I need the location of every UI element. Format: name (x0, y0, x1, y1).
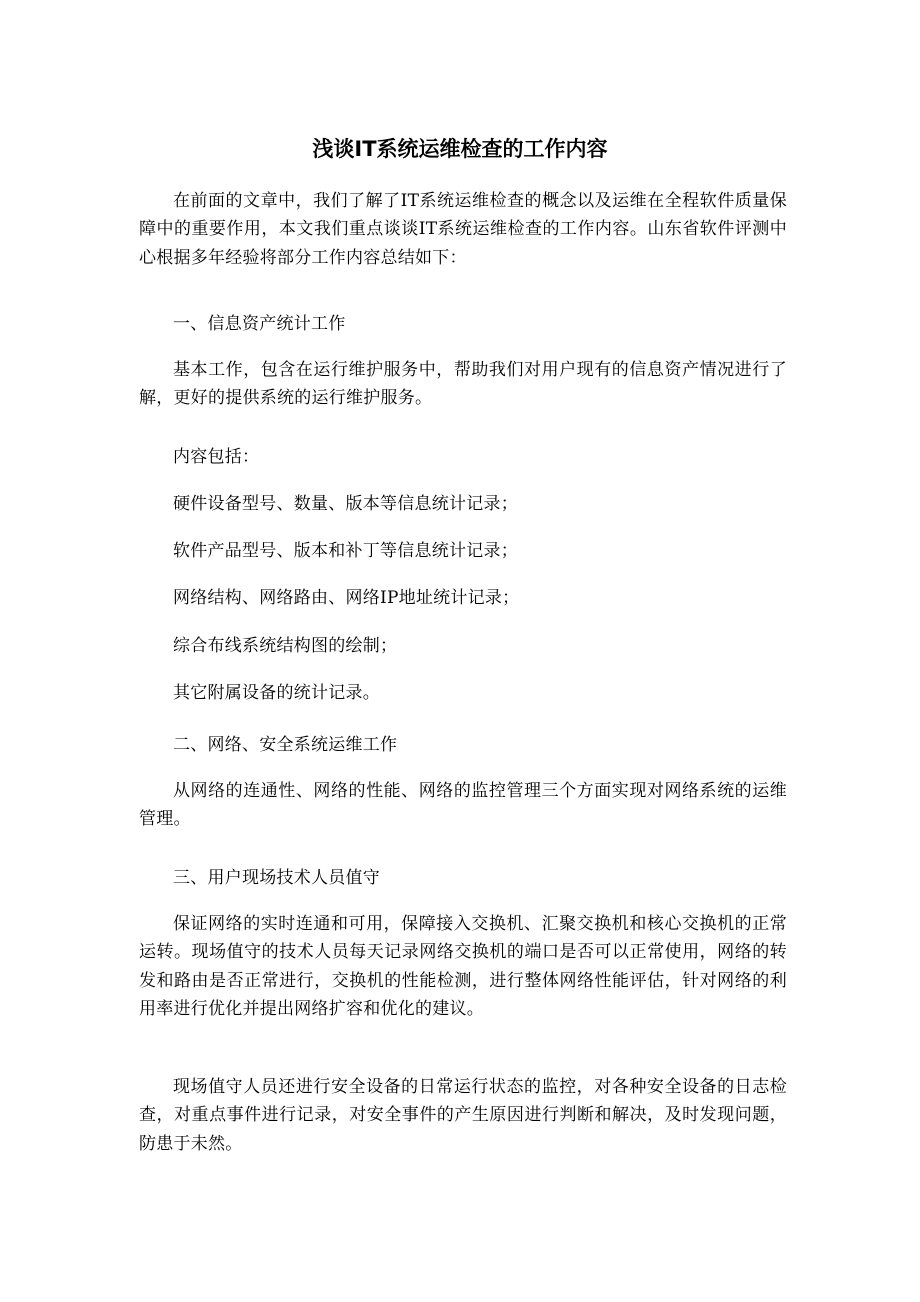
list-item: 网络结构、网络路由、网络IP地址统计记录； (173, 588, 520, 608)
section-1-heading: 一、信息资产统计工作 (173, 314, 346, 334)
list-item: 软件产品型号、版本和补丁等信息统计记录； (173, 541, 518, 561)
section-3-paragraph-1: 保证网络的实时连通和可用，保障接入交换机、汇聚交换机和核心交换机的正常运转。现场值守的技术人员每天记录网络交换机的端口是否可以正常使用，网络的转发和路由是否正常进行，交换机的性能检测，进行整体网络性能评估，针对网络的利用率进行优化并提出网络扩容和优化的建议。 (139, 914, 787, 1019)
document-title: 浅谈IT系统运维检查的工作内容 (312, 137, 608, 161)
list-item: 综合布线系统结构图的绘制； (173, 636, 398, 656)
content-label: 内容包括： (173, 447, 260, 467)
section-2-heading: 二、网络、安全系统运维工作 (173, 735, 398, 755)
intro-paragraph: 在前面的文章中，我们了解了IT系统运维检查的概念以及运维在全程软件质量保障中的重要作用，本文我们重点谈谈IT系统运维检查的工作内容。山东省软件评测中心根据多年经验将部分工作内容总结如下： (139, 191, 787, 268)
section-3-paragraph-2: 现场值守人员还进行安全设备的日常运行状态的监控，对各种安全设备的日志检查，对重点事件进行记录，对安全事件的产生原因进行判断和解决，及时发现问题，防患于未然。 (139, 1077, 787, 1154)
list-item: 硬件设备型号、数量、版本等信息统计记录； (173, 494, 518, 514)
section-3-heading: 三、用户现场技术人员值守 (173, 868, 380, 888)
section-1-body: 基本工作，包含在运行维护服务中，帮助我们对用户现有的信息资产情况进行了解，更好的提供系统的运行维护服务。 (139, 360, 787, 409)
section-2-body: 从网络的连通性、网络的性能、网络的监控管理三个方面实现对网络系统的运维管理。 (139, 781, 787, 830)
list-item: 其它附属设备的统计记录。 (173, 683, 380, 703)
